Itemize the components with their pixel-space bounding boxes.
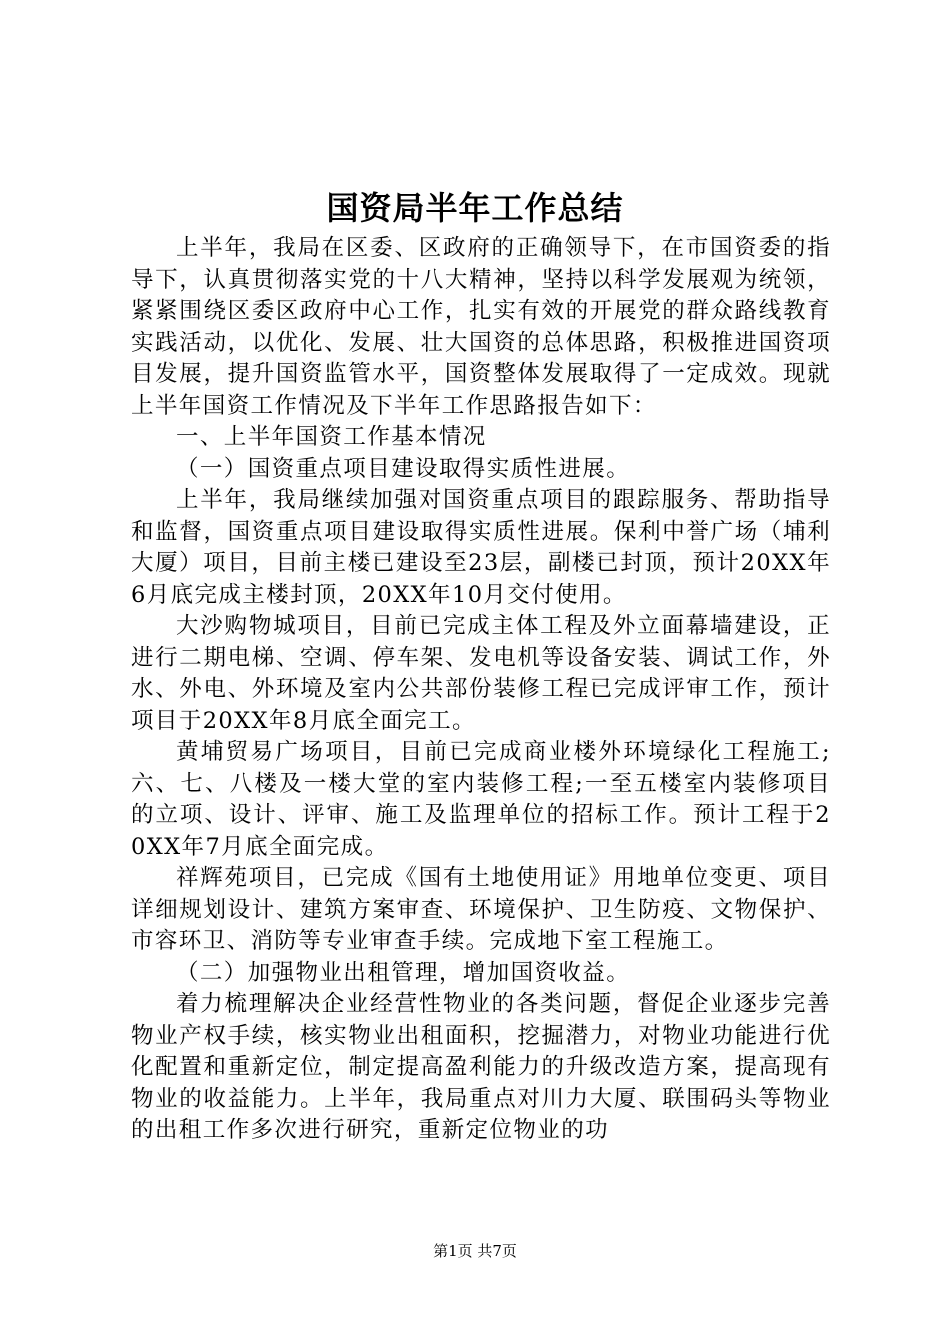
subsection-heading-2: （二）加强物业出租管理，增加国资收益。 xyxy=(176,959,631,986)
paragraph-dasha-mall: 大沙购物城项目，目前已完成主体工程及外立面幕墙建设，正进行二期电梯、空调、停车架、发电机等设备安装、调试工作，外水、外电、外环境及室内公共部份装修工程已完成评审工作，预计项目于20XX年8月底全面完工。 xyxy=(131,613,831,734)
document-body xyxy=(131,233,831,1147)
paragraph-intro: 上半年，我局在区委、区政府的正确领导下，在市国资委的指导下，认真贯彻落实党的十八大精神，坚持以科学发展观为统领，紧紧围绕区委区政府中心工作，扎实有效的开展党的群众路线教育实践活动，以优化、发展、壮大国资的总体思路，积极推进国资项目发展，提升国资监管水平，国资整体发展取得了一定成效。现就上半年国资工作情况及下半年工作思路报告如下： xyxy=(131,235,831,419)
paragraph-key-projects: 上半年，我局继续加强对国资重点项目的跟踪服务、帮助指导和监督，国资重点项目建设取得实质性进展。保利中誉广场（埔利大厦）项目，目前主楼已建设至23层，副楼已封顶，预计20XX年6月底完成主楼封顶，20XX年10月交付使用。 xyxy=(131,487,831,608)
paragraph-huangpu-trade-plaza: 黄埔贸易广场项目，目前已完成商业楼外环境绿化工程施工;六、七、八楼及一楼大堂的室内装修工程;一至五楼室内装修项目的立项、设计、评审、施工及监理单位的招标工作。预计工程于20XX年7月底全面完成。 xyxy=(131,739,831,860)
paragraph-property-leasing: 着力梳理解决企业经营性物业的各类问题，督促企业逐步完善物业产权手续，核实物业出租面积，挖掘潜力，对物业功能进行优化配置和重新定位，制定提高盈利能力的升级改造方案，提高现有物业的收益能力。上半年，我局重点对川力大厦、联围码头等物业的出租工作多次进行研究，重新定位物业的功 xyxy=(131,991,831,1143)
subsection-heading-1: （一）国资重点项目建设取得实质性进展。 xyxy=(176,455,631,482)
document-title: 国资局半年工作总结 xyxy=(326,189,624,227)
page-number-footer: 第1页 共7页 xyxy=(433,1242,517,1260)
paragraph-xianghui-yuan: 祥辉苑项目，已完成《国有土地使用证》用地单位变更、项目详细规划设计、建筑方案审查、环境保护、卫生防疫、文物保护、市容环卫、消防等专业审查手续。完成地下室工程施工。 xyxy=(131,865,831,954)
section-heading-1: 一、上半年国资工作基本情况 xyxy=(176,424,487,450)
